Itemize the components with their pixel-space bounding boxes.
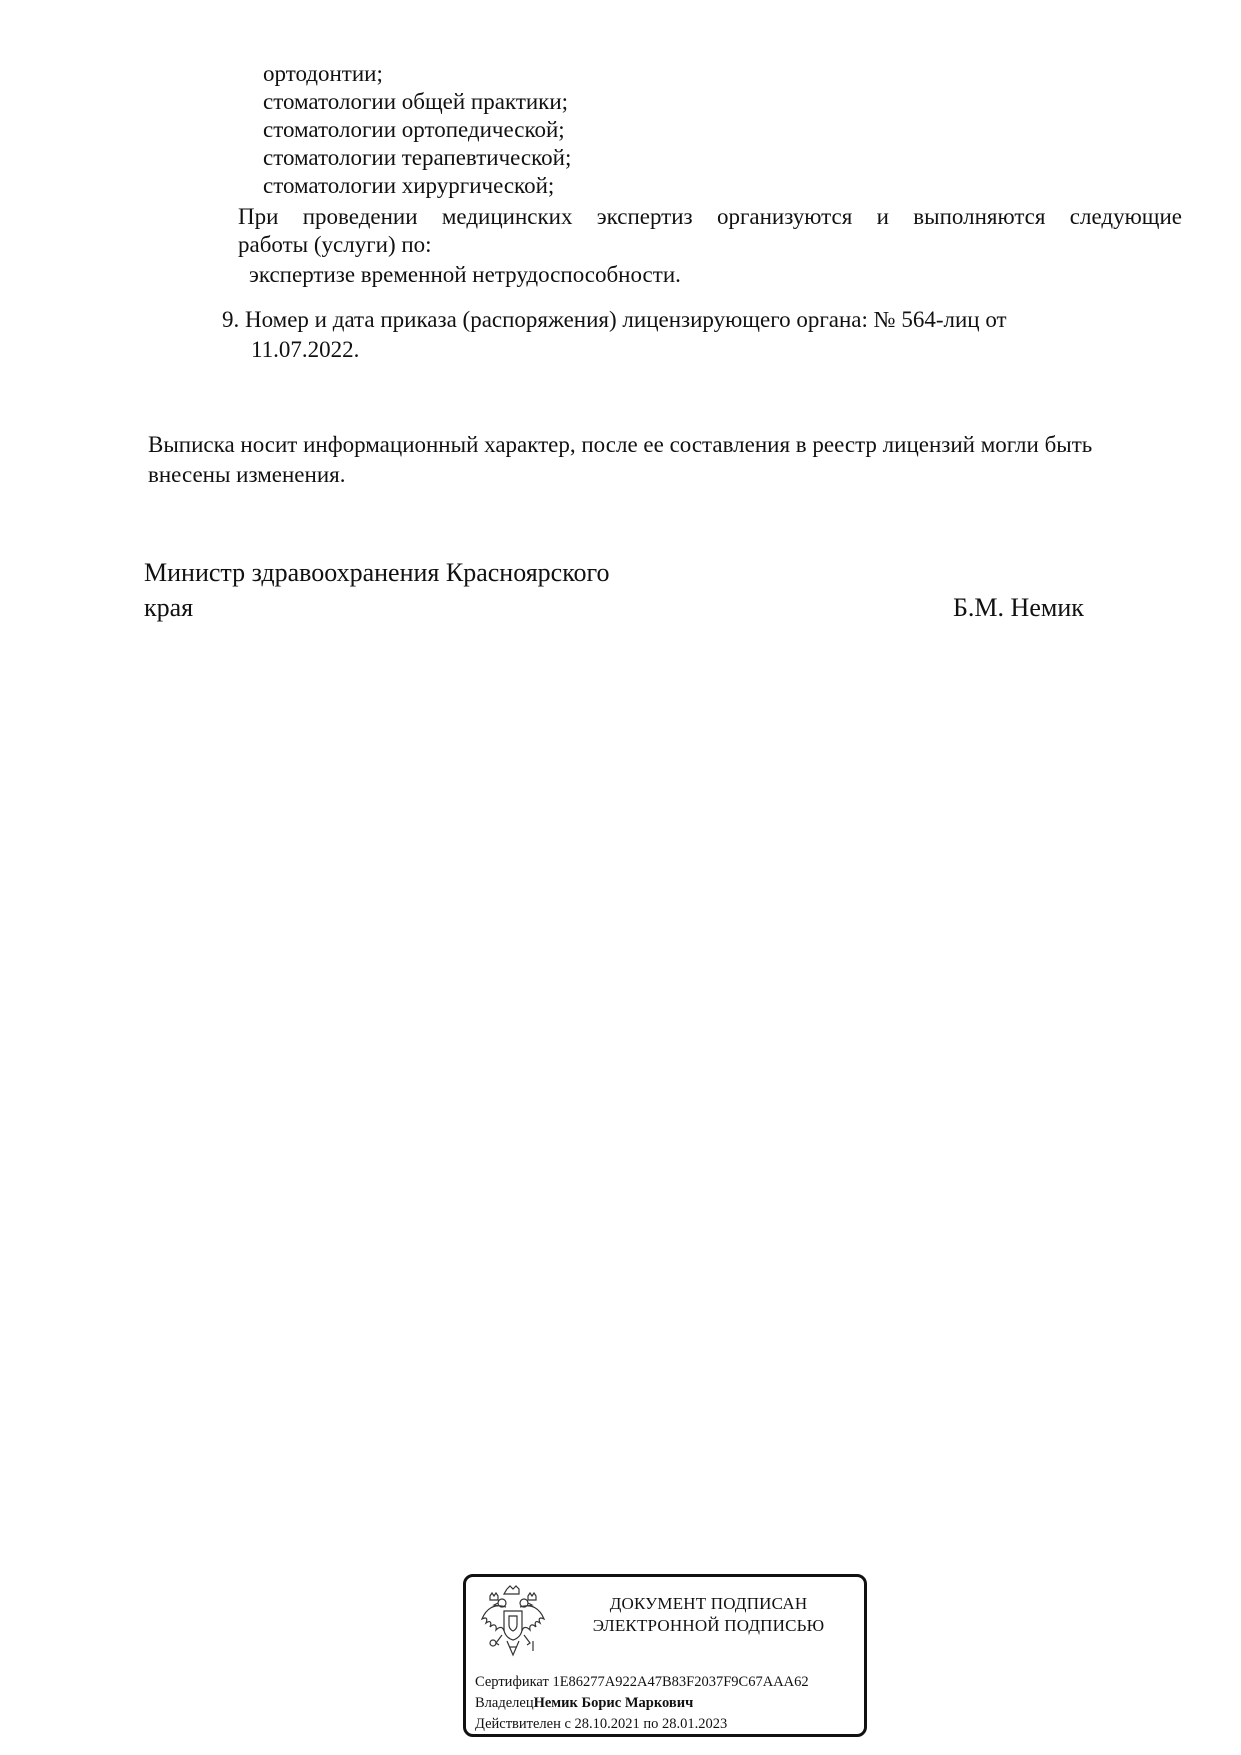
signatory-position-line2: края [144, 593, 194, 622]
stamp-title [561, 1593, 856, 1637]
owner-label: Владелец [475, 1695, 534, 1711]
expertise-item: экспертизе временной нетрудоспособности. [249, 262, 681, 287]
stamp-certificate-row [475, 1673, 809, 1691]
expertise-intro-line1: При проведении медицинских экспертиз организуются и выполняются следующие [238, 204, 1182, 229]
specialty-item: стоматологии общей практики; [263, 89, 569, 114]
specialty-item: ортодонтии; [263, 61, 383, 86]
coat-of-arms-emblem-icon [480, 1585, 546, 1661]
electronic-signature-stamp [463, 1574, 867, 1737]
certificate-value: 1E86277A922A47B83F2037F9C67AAA62 [552, 1674, 809, 1690]
specialty-item: стоматологии хирургической; [263, 173, 555, 198]
certificate-label: Сертификат [475, 1674, 549, 1690]
signatory-position-line1: Министр здравоохранения Красноярского [144, 558, 610, 587]
owner-value: Немик Борис Маркович [533, 1695, 694, 1711]
order-line1: 9. Номер и дата приказа (распоряжения) лицензирующего органа: № 564-лиц от [222, 307, 1007, 332]
expertise-intro-line2: работы (услуги) по: [238, 232, 432, 257]
stamp-owner-row [475, 1694, 693, 1712]
notice-line2: внесены изменения. [148, 462, 346, 487]
order-line2: 11.07.2022. [251, 337, 360, 362]
signatory-name: Б.М. Немик [953, 593, 1084, 622]
stamp-validity: Действителен с 28.10.2021 по 28.01.2023 [475, 1716, 728, 1732]
specialty-item: стоматологии терапевтической; [263, 145, 572, 170]
stamp-title-line1: ДОКУМЕНТ ПОДПИСАН [609, 1594, 808, 1613]
notice-line1: Выписка носит информационный характер, после ее составления в реестр лицензий могли быть [148, 432, 1093, 457]
specialty-item: стоматологии ортопедической; [263, 117, 565, 142]
stamp-title-line2: ЭЛЕКТРОННОЙ ПОДПИСЬЮ [592, 1616, 825, 1635]
